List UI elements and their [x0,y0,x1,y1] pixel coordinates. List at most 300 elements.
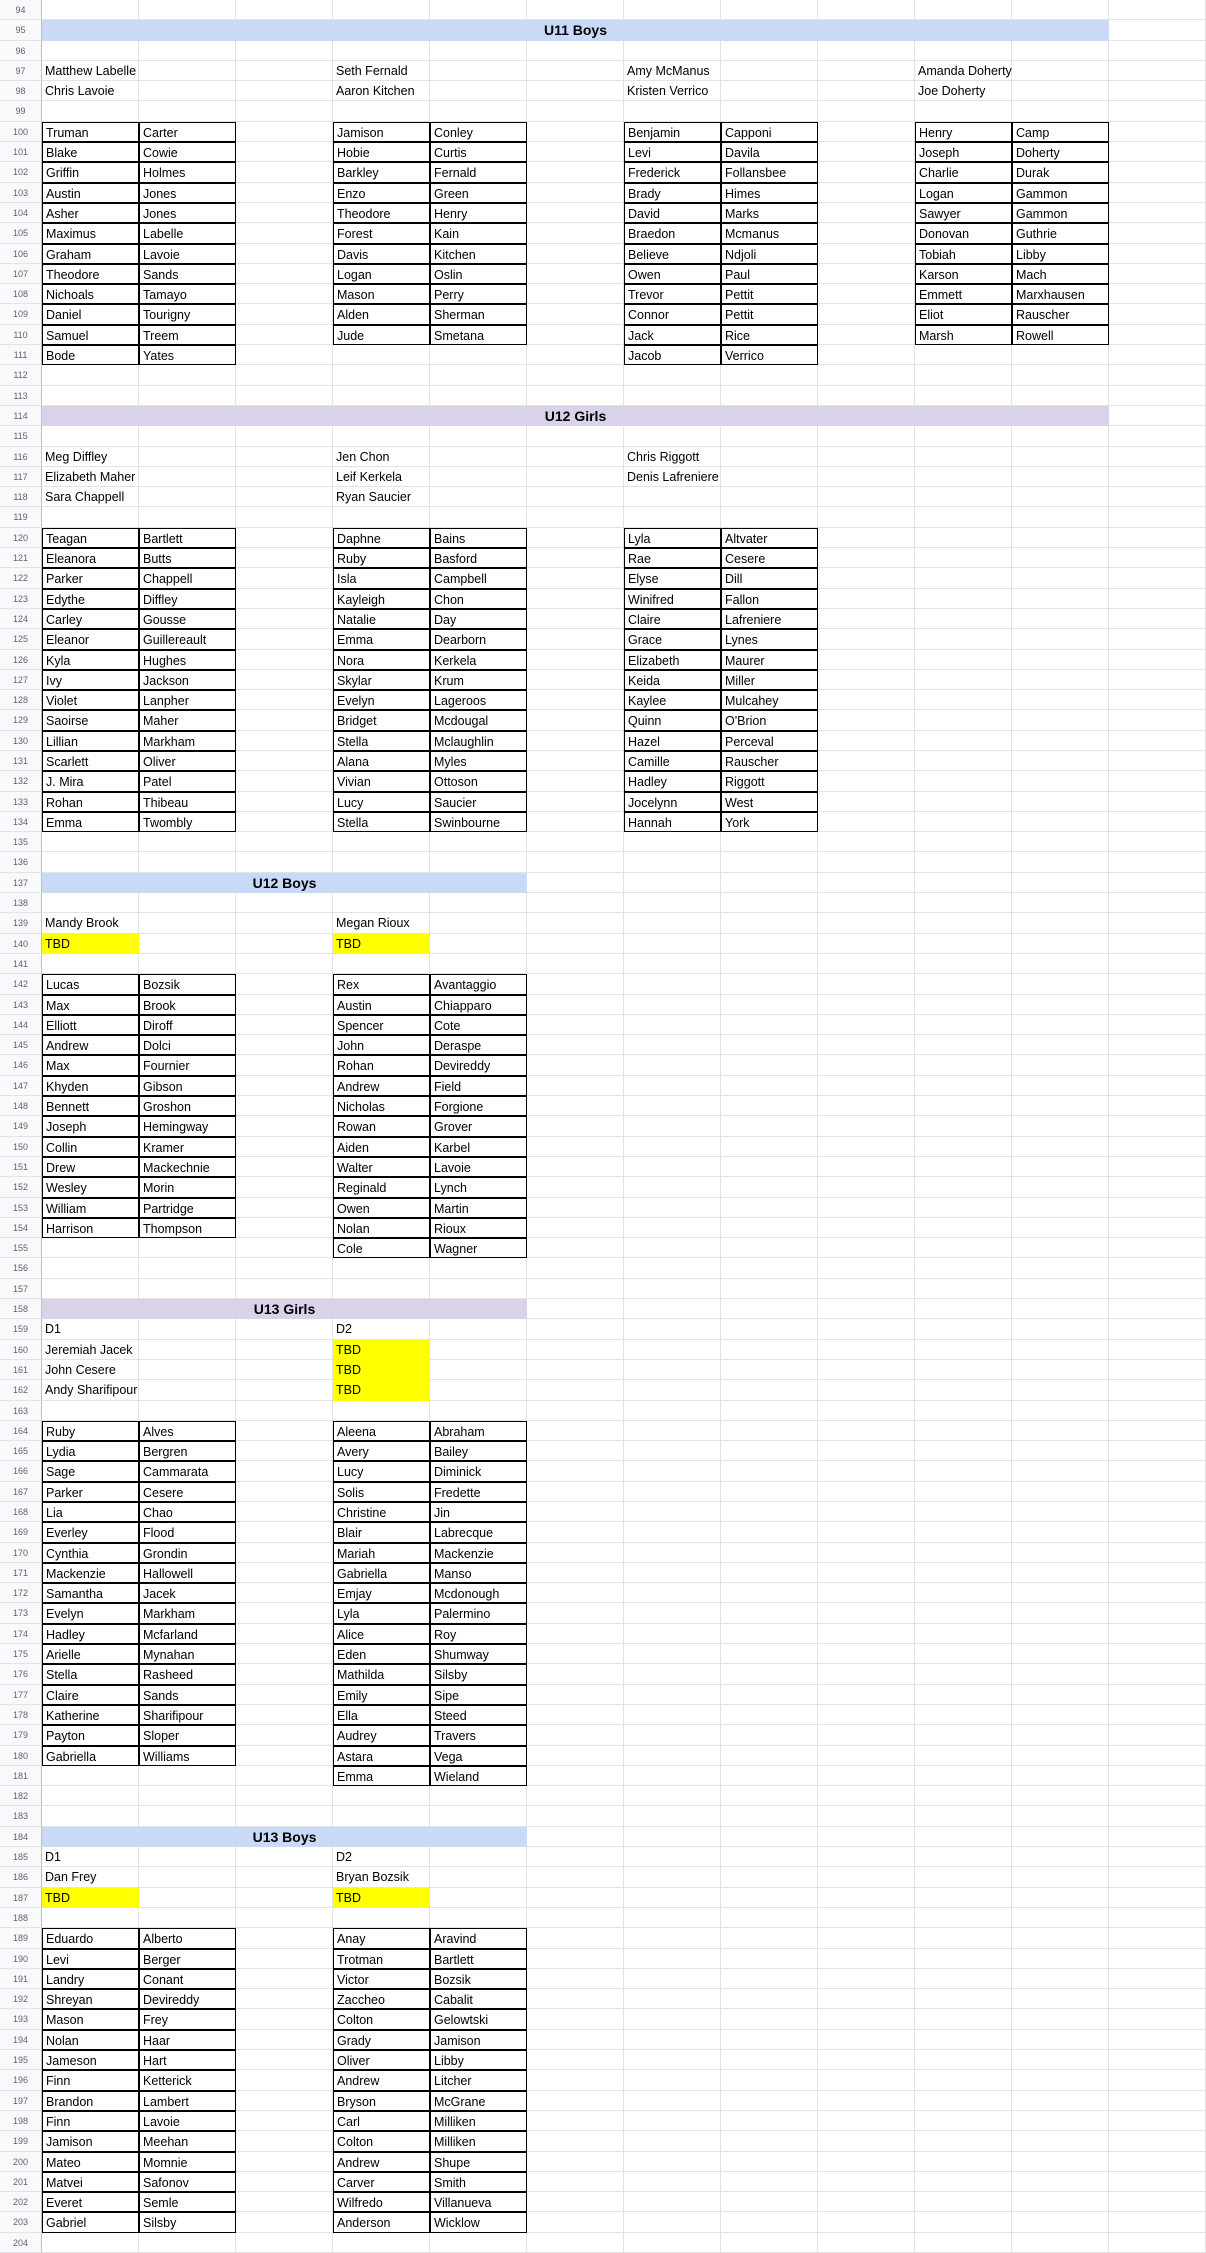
grid-cell[interactable] [624,1969,721,1989]
grid-cell[interactable] [42,101,139,121]
grid-cell[interactable] [818,528,915,548]
grid-cell[interactable] [1012,528,1109,548]
grid-cell[interactable] [1012,913,1109,933]
grid-cell[interactable] [1109,954,1206,974]
player-last-name[interactable]: Basford [430,548,527,568]
grid-cell[interactable] [915,1969,1012,1989]
row-header[interactable]: 121 [0,548,42,568]
player-first-name[interactable]: Connor [624,304,721,324]
player-first-name[interactable]: Blake [42,142,139,162]
player-first-name[interactable]: Walter [333,1157,430,1177]
player-first-name[interactable]: Tobiah [915,244,1012,264]
player-first-name[interactable]: Winifred [624,589,721,609]
grid-cell[interactable] [818,0,915,20]
grid-cell[interactable] [527,1664,624,1684]
player-first-name[interactable]: Natalie [333,609,430,629]
tbd-cell[interactable]: TBD [333,1888,430,1908]
grid-cell[interactable] [1012,467,1109,487]
grid-cell[interactable] [818,223,915,243]
grid-cell[interactable] [1109,2091,1206,2111]
grid-cell[interactable] [624,1786,721,1806]
grid-cell[interactable] [624,1461,721,1481]
grid-cell[interactable] [721,1847,818,1867]
grid-cell[interactable] [236,1177,333,1197]
grid-cell[interactable] [624,2050,721,2070]
grid-cell[interactable] [721,2111,818,2131]
grid-cell[interactable] [818,2050,915,2070]
player-last-name[interactable]: Smith [430,2172,527,2192]
grid-cell[interactable] [1109,751,1206,771]
grid-cell[interactable] [1012,812,1109,832]
grid-cell[interactable] [333,41,430,61]
row-header[interactable]: 126 [0,650,42,670]
grid-cell[interactable] [721,974,818,994]
grid-cell[interactable] [527,41,624,61]
grid-cell[interactable] [1109,1543,1206,1563]
grid-cell[interactable] [236,2070,333,2090]
grid-cell[interactable] [236,2152,333,2172]
grid-cell[interactable] [1012,1644,1109,1664]
grid-cell[interactable] [818,1583,915,1603]
grid-cell[interactable] [1109,304,1206,324]
grid-cell[interactable] [818,2009,915,2029]
player-first-name[interactable]: Aiden [333,1137,430,1157]
grid-cell[interactable] [1012,1827,1109,1847]
player-first-name[interactable]: Bennett [42,1096,139,1116]
player-first-name[interactable]: Victor [333,1969,430,1989]
player-last-name[interactable]: Vega [430,1746,527,1766]
player-first-name[interactable]: Eliot [915,304,1012,324]
grid-cell[interactable] [818,1624,915,1644]
grid-cell[interactable] [1109,1502,1206,1522]
grid-cell[interactable] [624,1502,721,1522]
player-last-name[interactable]: Holmes [139,162,236,182]
grid-cell[interactable] [1109,101,1206,121]
player-last-name[interactable]: Lynes [721,629,818,649]
row-header[interactable]: 166 [0,1461,42,1481]
grid-cell[interactable] [624,487,721,507]
grid-cell[interactable] [139,1279,236,1299]
grid-cell[interactable] [527,2172,624,2192]
player-first-name[interactable]: Reginald [333,1177,430,1197]
grid-cell[interactable] [915,1218,1012,1238]
grid-cell[interactable] [42,386,139,406]
grid-cell[interactable] [1012,1441,1109,1461]
player-first-name[interactable]: Teagan [42,528,139,548]
grid-cell[interactable] [624,1076,721,1096]
grid-cell[interactable] [527,629,624,649]
player-last-name[interactable]: Guthrie [1012,223,1109,243]
grid-cell[interactable] [527,1177,624,1197]
grid-cell[interactable] [42,1279,139,1299]
grid-cell[interactable] [527,1015,624,1035]
player-first-name[interactable]: Claire [42,1685,139,1705]
grid-cell[interactable] [236,1401,333,1421]
row-header[interactable]: 141 [0,954,42,974]
grid-cell[interactable] [818,447,915,467]
grid-cell[interactable] [915,2172,1012,2192]
grid-cell[interactable] [1012,934,1109,954]
player-first-name[interactable]: Samantha [42,1583,139,1603]
player-last-name[interactable]: Bozsik [139,974,236,994]
grid-cell[interactable] [624,1644,721,1664]
grid-cell[interactable] [915,792,1012,812]
grid-cell[interactable] [527,2233,624,2253]
grid-cell[interactable] [915,1888,1012,1908]
player-last-name[interactable]: Labrecque [430,1522,527,1542]
grid-cell[interactable] [236,1340,333,1360]
row-header[interactable]: 101 [0,142,42,162]
grid-cell[interactable] [42,1908,139,1928]
player-last-name[interactable]: Dill [721,568,818,588]
grid-cell[interactable] [1012,101,1109,121]
grid-cell[interactable] [527,690,624,710]
grid-cell[interactable] [1012,1685,1109,1705]
player-first-name[interactable]: Lucy [333,792,430,812]
grid-cell[interactable] [527,771,624,791]
coach-name[interactable]: Jeremiah Jacek [45,1342,133,1357]
grid-cell[interactable] [721,1563,818,1583]
grid-cell[interactable] [42,365,139,385]
grid-cell[interactable] [818,81,915,101]
grid-cell[interactable] [915,2091,1012,2111]
grid-cell[interactable] [236,568,333,588]
grid-cell[interactable] [1109,507,1206,527]
player-last-name[interactable]: Gammon [1012,183,1109,203]
grid-cell[interactable] [1109,710,1206,730]
grid-cell[interactable] [624,1238,721,1258]
player-last-name[interactable]: Flood [139,1522,236,1542]
row-header[interactable]: 178 [0,1705,42,1725]
player-last-name[interactable]: Marks [721,203,818,223]
grid-cell[interactable] [818,203,915,223]
grid-cell[interactable] [721,934,818,954]
player-last-name[interactable]: Gibson [139,1076,236,1096]
player-first-name[interactable]: Lucas [42,974,139,994]
player-first-name[interactable]: Hazel [624,731,721,751]
grid-cell[interactable] [721,1279,818,1299]
coach-name[interactable]: Megan Rioux [336,916,410,931]
player-last-name[interactable]: West [721,792,818,812]
row-header[interactable]: 136 [0,852,42,872]
grid-cell[interactable] [624,873,721,893]
player-first-name[interactable]: Mackenzie [42,1563,139,1583]
grid-cell[interactable] [236,2233,333,2253]
grid-cell[interactable] [1012,2172,1109,2192]
row-header[interactable]: 120 [0,528,42,548]
grid-cell[interactable] [1012,690,1109,710]
grid-cell[interactable] [527,1786,624,1806]
grid-cell[interactable] [1109,1157,1206,1177]
grid-cell[interactable] [527,386,624,406]
grid-cell[interactable] [236,142,333,162]
player-first-name[interactable]: Andrew [333,2152,430,2172]
grid-cell[interactable] [915,629,1012,649]
grid-cell[interactable] [527,1543,624,1563]
grid-cell[interactable] [139,852,236,872]
grid-cell[interactable] [721,1441,818,1461]
row-header[interactable]: 161 [0,1360,42,1380]
grid-cell[interactable] [721,2091,818,2111]
coach-name[interactable]: Amy McManus [627,63,710,78]
grid-cell[interactable] [1012,1279,1109,1299]
grid-cell[interactable] [1012,629,1109,649]
player-last-name[interactable]: Silsby [430,1664,527,1684]
player-first-name[interactable]: Everley [42,1522,139,1542]
player-first-name[interactable]: Austin [42,183,139,203]
grid-cell[interactable] [721,487,818,507]
grid-cell[interactable] [236,447,333,467]
player-last-name[interactable]: Smetana [430,325,527,345]
grid-cell[interactable] [915,1482,1012,1502]
grid-cell[interactable] [333,1279,430,1299]
row-header[interactable]: 112 [0,365,42,385]
player-last-name[interactable]: Maurer [721,650,818,670]
grid-cell[interactable] [818,568,915,588]
grid-cell[interactable] [333,101,430,121]
grid-cell[interactable] [721,1380,818,1400]
player-first-name[interactable]: Truman [42,122,139,142]
player-last-name[interactable]: Altvater [721,528,818,548]
coach-name[interactable]: Seth Fernald [336,63,408,78]
grid-cell[interactable] [236,852,333,872]
grid-cell[interactable] [527,1157,624,1177]
player-first-name[interactable]: Gabriel [42,2212,139,2232]
player-last-name[interactable]: Patel [139,771,236,791]
player-first-name[interactable]: Austin [333,995,430,1015]
grid-cell[interactable] [915,873,1012,893]
coach-name[interactable]: Ryan Saucier [336,490,412,505]
grid-cell[interactable] [236,1949,333,1969]
grid-cell[interactable] [818,2172,915,2192]
grid-cell[interactable] [721,1360,818,1380]
player-first-name[interactable]: Oliver [333,2050,430,2070]
grid-cell[interactable] [236,1867,333,1887]
row-header[interactable]: 100 [0,122,42,142]
player-first-name[interactable]: Nolan [42,2030,139,2050]
row-header[interactable]: 198 [0,2111,42,2131]
grid-cell[interactable] [915,1096,1012,1116]
grid-cell[interactable] [236,1563,333,1583]
grid-cell[interactable] [818,548,915,568]
player-last-name[interactable]: Himes [721,183,818,203]
grid-cell[interactable] [915,1238,1012,1258]
row-header[interactable]: 140 [0,934,42,954]
grid-cell[interactable] [721,1238,818,1258]
grid-cell[interactable] [721,1746,818,1766]
player-last-name[interactable]: Fournier [139,1055,236,1075]
grid-cell[interactable] [527,1685,624,1705]
player-last-name[interactable]: Roy [430,1624,527,1644]
grid-cell[interactable] [527,1279,624,1299]
grid-cell[interactable] [236,1137,333,1157]
grid-cell[interactable] [527,284,624,304]
player-last-name[interactable]: Shumway [430,1644,527,1664]
grid-cell[interactable] [1109,426,1206,446]
player-last-name[interactable]: Bailey [430,1441,527,1461]
grid-cell[interactable] [1109,1786,1206,1806]
grid-cell[interactable] [527,1806,624,1826]
grid-cell[interactable] [1109,690,1206,710]
player-first-name[interactable]: Avery [333,1441,430,1461]
grid-cell[interactable] [915,609,1012,629]
grid-cell[interactable] [818,1502,915,1522]
grid-cell[interactable] [1109,183,1206,203]
grid-cell[interactable] [1109,1116,1206,1136]
grid-cell[interactable] [1012,1157,1109,1177]
coach-name[interactable]: D1 [45,1322,61,1337]
player-last-name[interactable]: Markham [139,731,236,751]
grid-cell[interactable] [430,1806,527,1826]
grid-cell[interactable] [527,61,624,81]
grid-cell[interactable] [1012,792,1109,812]
player-first-name[interactable]: Henry [915,122,1012,142]
player-last-name[interactable]: Chiapparo [430,995,527,1015]
grid-cell[interactable] [527,1116,624,1136]
grid-cell[interactable] [1012,2212,1109,2232]
grid-cell[interactable] [818,1015,915,1035]
grid-cell[interactable] [721,2212,818,2232]
player-last-name[interactable]: Carter [139,122,236,142]
player-first-name[interactable]: Emmett [915,284,1012,304]
grid-cell[interactable] [818,670,915,690]
grid-cell[interactable] [915,954,1012,974]
grid-cell[interactable] [527,2152,624,2172]
grid-cell[interactable] [818,2233,915,2253]
player-last-name[interactable]: Mcmanus [721,223,818,243]
grid-cell[interactable] [42,893,139,913]
grid-cell[interactable] [527,345,624,365]
grid-cell[interactable] [236,101,333,121]
player-last-name[interactable]: Durak [1012,162,1109,182]
grid-cell[interactable] [818,1157,915,1177]
grid-cell[interactable] [236,934,333,954]
grid-cell[interactable] [527,954,624,974]
grid-cell[interactable] [430,954,527,974]
grid-cell[interactable] [236,690,333,710]
grid-cell[interactable] [527,1563,624,1583]
player-first-name[interactable]: David [624,203,721,223]
grid-cell[interactable] [1109,203,1206,223]
grid-cell[interactable] [818,1096,915,1116]
grid-cell[interactable] [818,1421,915,1441]
row-header[interactable]: 187 [0,1888,42,1908]
grid-cell[interactable] [527,223,624,243]
grid-cell[interactable] [527,2091,624,2111]
player-first-name[interactable]: Asher [42,203,139,223]
player-last-name[interactable]: Martin [430,1198,527,1218]
grid-cell[interactable] [818,690,915,710]
player-first-name[interactable]: Max [42,995,139,1015]
player-last-name[interactable]: Krum [430,670,527,690]
grid-cell[interactable] [721,1725,818,1745]
grid-cell[interactable] [915,832,1012,852]
grid-cell[interactable] [818,41,915,61]
grid-cell[interactable] [139,1401,236,1421]
player-last-name[interactable]: Cote [430,1015,527,1035]
grid-cell[interactable] [915,1705,1012,1725]
player-first-name[interactable]: Everet [42,2192,139,2212]
player-last-name[interactable]: Green [430,183,527,203]
grid-cell[interactable] [139,2233,236,2253]
grid-cell[interactable] [236,2172,333,2192]
player-first-name[interactable]: Davis [333,244,430,264]
player-last-name[interactable]: Twombly [139,812,236,832]
player-last-name[interactable]: Meehan [139,2131,236,2151]
grid-cell[interactable] [818,1441,915,1461]
grid-cell[interactable] [430,852,527,872]
player-first-name[interactable]: Sage [42,1461,139,1481]
grid-cell[interactable] [1012,1401,1109,1421]
row-header[interactable]: 122 [0,568,42,588]
grid-cell[interactable] [527,487,624,507]
grid-cell[interactable] [527,1441,624,1461]
grid-cell[interactable] [527,1482,624,1502]
grid-cell[interactable] [721,507,818,527]
grid-cell[interactable] [527,325,624,345]
player-last-name[interactable]: Swinbourne [430,812,527,832]
row-header[interactable]: 182 [0,1786,42,1806]
grid-cell[interactable] [721,1664,818,1684]
grid-cell[interactable] [1109,1827,1206,1847]
row-header[interactable]: 153 [0,1198,42,1218]
row-header[interactable]: 158 [0,1299,42,1319]
player-first-name[interactable]: Drew [42,1157,139,1177]
grid-cell[interactable] [430,507,527,527]
row-header[interactable]: 152 [0,1177,42,1197]
player-first-name[interactable]: Scarlett [42,751,139,771]
grid-cell[interactable] [527,365,624,385]
grid-cell[interactable] [236,426,333,446]
grid-cell[interactable] [915,690,1012,710]
row-header[interactable]: 172 [0,1583,42,1603]
row-header[interactable]: 200 [0,2152,42,2172]
grid-cell[interactable] [1012,386,1109,406]
grid-cell[interactable] [818,934,915,954]
coach-name[interactable]: Dan Frey [45,1870,97,1885]
player-last-name[interactable]: Guillereault [139,629,236,649]
grid-cell[interactable] [721,426,818,446]
grid-cell[interactable] [624,1563,721,1583]
player-first-name[interactable]: Enzo [333,183,430,203]
grid-cell[interactable] [721,2131,818,2151]
row-header[interactable]: 139 [0,913,42,933]
player-first-name[interactable]: Colton [333,2009,430,2029]
grid-cell[interactable] [236,1786,333,1806]
row-header[interactable]: 173 [0,1603,42,1623]
grid-cell[interactable] [1109,1076,1206,1096]
grid-cell[interactable] [1012,426,1109,446]
player-first-name[interactable]: Mateo [42,2152,139,2172]
row-header[interactable]: 132 [0,771,42,791]
row-header[interactable]: 118 [0,487,42,507]
grid-cell[interactable] [818,467,915,487]
grid-cell[interactable] [1109,2233,1206,2253]
player-first-name[interactable]: Aleena [333,1421,430,1441]
grid-cell[interactable] [624,1299,721,1319]
grid-cell[interactable] [915,1563,1012,1583]
row-header[interactable]: 174 [0,1624,42,1644]
grid-cell[interactable] [236,467,333,487]
grid-cell[interactable] [430,1401,527,1421]
grid-cell[interactable] [1109,1299,1206,1319]
player-first-name[interactable]: Wilfredo [333,2192,430,2212]
grid-cell[interactable] [1012,1421,1109,1441]
grid-cell[interactable] [1012,1461,1109,1481]
grid-cell[interactable] [1109,1705,1206,1725]
grid-cell[interactable] [1109,934,1206,954]
grid-cell[interactable] [1012,1766,1109,1786]
